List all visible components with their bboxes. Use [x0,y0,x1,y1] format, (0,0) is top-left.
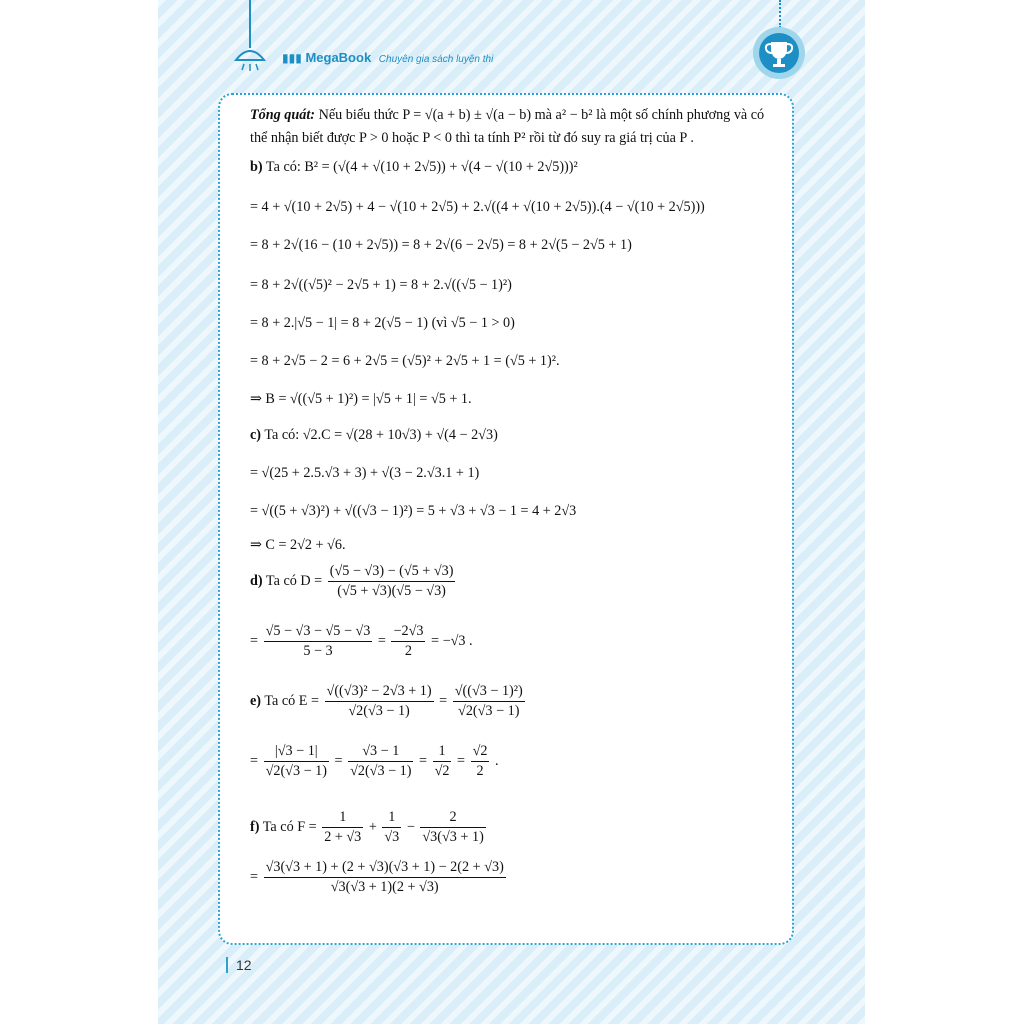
e-numerator-1: √((√3)² − 2√3 + 1) [325,683,434,702]
c-line-1 [250,427,498,444]
f-fraction-3 [420,809,485,846]
e-line-2: = $\frac{|√3 - 1|}{√2(√3 - 1)}$ = $\frac{√3 - 1}{√2(√3 - 1)}$ = $\frac{1}{√2}$ = $\frac{√2}{2}$ . [250,743,499,779]
b-line-4: = 8 + 2√((√5)² − 2√5 + 1) = 8 + 2.√((√5 − 1)²) [250,277,512,293]
b-line-6: = 8 + 2√5 − 2 = 6 + 2√5 = (√5)² + 2√5 + 1 = (√5 + 1)². [250,353,560,369]
d-line-2-result: = −√3 . [431,632,473,649]
d-line-2-numerator-2: −2√3 [391,623,425,642]
brand-header [282,50,493,65]
brand-name: MegaBook [305,50,372,65]
f-line-2-numerator: √3(√3 + 1) + (2 + √3)(√3 + 1) − 2(2 + √3) [264,859,506,878]
general-note-line-1 [250,107,764,124]
d-line-2-fraction-2 [391,623,425,660]
f-fraction-1 [322,809,363,846]
c-line-4: ⇒ C = 2√2 + √6. [250,537,346,553]
e-line-2-denominator-2: √2(√3 − 1) [350,763,412,779]
d-denominator: (√5 + √3)(√5 − √3) [337,583,446,599]
c-line-3: = √((5 + √3)²) + √((√3 − 1)²) = 5 + √3 + √3 − 1 = 4 + 2√3 [250,503,577,519]
d-line-2-numerator-1: √5 − √3 − √5 − √3 [264,623,373,642]
e-line-2-fraction-3 [433,743,452,780]
f-numerator-1: 1 [322,809,363,828]
d-line-2-denominator-1: 5 − 3 [303,643,333,659]
d-line-1 [250,563,457,600]
d-prefix: Ta có D = [265,572,323,589]
trophy-icon [752,26,806,80]
e-line-2-denominator-4: 2 [476,763,484,779]
content-panel [218,93,794,945]
f-numerator-3: 2 [420,809,485,828]
brand-logo-icon: ▮▮▮ [282,51,302,65]
e-denominator-1: √2(√3 − 1) [348,703,410,719]
e-line-2-fraction-4 [471,743,490,780]
b-line-7: ⇒ B = √((√5 + 1)²) = |√5 + 1| = √5 + 1. [250,391,472,407]
e-line-2-numerator-1: |√3 − 1| [264,743,329,762]
b-line-1-text: Ta có: B² = (√(4 + √(10 + 2√5)) + √(4 − √(10 + 2√5)))² [265,159,578,175]
c-label: c) [250,427,262,443]
e-line-1: e) Ta có E = $\frac{\text{√((√3)² − 2√3 + 1)}}{√2(√3 - 1)}$ = $\frac{\text{√((√3 − 1)²)}}{√2(√3 - 1)}$ [250,683,523,719]
b-line-2: = 4 + √(10 + 2√5) + 4 − √(10 + 2√5) + 2.√((4 + √(10 + 2√5)).(4 − √(10 + 2√5))) [250,199,705,215]
e-line-2-numerator-3: 1 [433,743,452,762]
e-line-2-denominator-3: √2 [434,763,450,779]
f-line-2-denominator: √3(√3 + 1)(2 + √3) [330,879,439,895]
e-line-2-fraction-1 [264,743,329,780]
f-denominator-3: √3(√3 + 1) [422,829,484,845]
e-numerator-2: √((√3 − 1)²) [453,683,525,702]
e-label: e) [250,692,262,709]
f-fraction-2 [382,809,401,846]
general-label: Tổng quát: [250,107,316,123]
b-line-5: = 8 + 2.|√5 − 1| = 8 + 2(√5 − 1) (vì √5 − 1 > 0) [250,315,515,331]
f-label: f) [250,818,260,835]
decorative-dotted-line [779,0,781,28]
e-fraction-2 [453,683,525,720]
e-prefix: Ta có E = [264,692,319,709]
b-line-3: = 8 + 2√(16 − (10 + 2√5)) = 8 + 2√(6 − 2√5) = 8 + 2√(5 − 2√5 + 1) [250,237,632,253]
d-line-2-denominator-2: 2 [404,643,413,659]
f-line-1: f) Ta có F = $\frac{1}{2 + √3}$ + $\frac{1}{√3}$ − $\frac{2}{√3(√3 + 1)}$ [250,809,484,845]
d-fraction [328,563,456,600]
e-line-2-numerator-2: √3 − 1 [348,743,413,762]
f-numerator-2: 1 [382,809,401,828]
d-line-2: = $\frac{√5 - √3 - √5 - √3}{5 - 3}$ = $\frac{-2√3}{2}$ = −√3 . [250,623,473,659]
e-line-2-fraction-2 [348,743,413,780]
page-number: 12 [226,957,252,973]
f-prefix: Ta có F = [262,818,317,835]
f-denominator-2: √3 [384,829,400,845]
b-label: b) [250,159,263,175]
c-line-2: = √(25 + 2.5.√3 + 3) + √(3 − 2.√3.1 + 1) [250,465,480,481]
brand-tagline: Chuyên gia sách luyện thi [378,54,494,65]
general-note-line-2: thể nhận biết được P > 0 hoặc P < 0 thì ta tính P² rồi từ đó suy ra giá trị của P . [250,130,694,146]
e-line-2-numerator-4: √2 [471,743,490,762]
e-line-2-denominator-1: √2(√3 − 1) [265,763,327,779]
d-label: d) [250,572,263,589]
c-line-1-text: Ta có: √2.C = √(28 + 10√3) + √(4 − 2√3) [264,427,498,443]
lamp-icon [230,0,270,80]
b-line-1 [250,159,578,176]
e-fraction-1 [325,683,434,720]
f-line-2: = $\frac{√3(√3 + 1) + (2 + √3)(√3 + 1) - 2(2 + √3)}{√3(√3 + 1)(2 + √3)}$ [250,859,504,895]
f-denominator-1: 2 + √3 [324,829,362,845]
f-line-2-fraction [264,859,506,896]
general-text-1: Nếu biểu thức P = √(a + b) ± √(a − b) mà a² − b² là một số chính phương và có [318,107,765,123]
d-line-2-fraction-1 [264,623,373,660]
d-numerator: (√5 − √3) − (√5 + √3) [328,563,456,582]
e-denominator-2: √2(√3 − 1) [458,703,520,719]
